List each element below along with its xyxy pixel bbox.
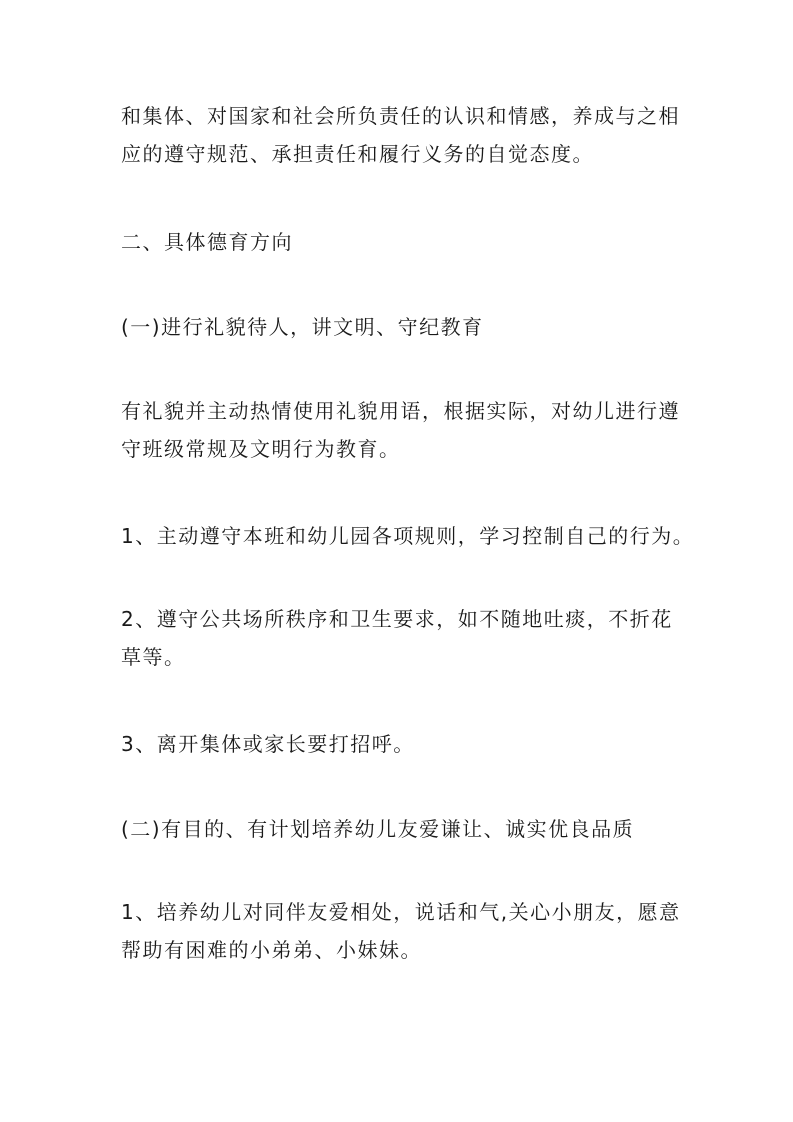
list-item-1-rules — [121, 517, 695, 555]
subsection-heading-courtesy — [121, 308, 681, 346]
section-heading-moral-direction — [121, 223, 681, 261]
text-line: 2、遵守公共场所秩序和卫生要求，如不随地吐痰，不折花 — [121, 607, 673, 631]
list-item-2-public-order — [121, 600, 681, 676]
text-line: 和集体、对国家和社会所负责任的认识和情感，养成与之相 — [121, 104, 680, 128]
text-line: 3、离开集体或家长要打招呼。 — [121, 732, 415, 756]
paragraph-intro-continuation — [121, 97, 681, 173]
text-line: 守班级常规及文明行为教育。 — [121, 437, 401, 461]
text-line: 草等。 — [121, 645, 186, 669]
text-line: 1、主动遵守本班和幼儿园各项规则，学习控制自己的行为。 — [121, 524, 695, 548]
text-line: 有礼貌并主动热情使用礼貌用语，根据实际，对幼儿进行遵 — [121, 399, 680, 423]
text-line: 帮助有困难的小弟弟、小妹妹。 — [121, 938, 422, 962]
text-line: (二)有目的、有计划培养幼儿友爱谦让、诚实优良品质 — [121, 817, 635, 841]
text-line: (一)进行礼貌待人，讲文明、守纪教育 — [121, 315, 484, 339]
subsection-heading-friendship — [121, 810, 681, 848]
list-item-1-friendship — [121, 893, 681, 969]
text-line: 1、培养幼儿对同伴友爱相处，说话和气,关心小朋友，愿意 — [121, 900, 681, 924]
text-line: 应的遵守规范、承担责任和履行义务的自觉态度。 — [121, 142, 594, 166]
paragraph-courtesy-intro — [121, 392, 681, 468]
text-line: 二、具体德育方向 — [121, 230, 293, 254]
list-item-3-greeting — [121, 725, 681, 763]
